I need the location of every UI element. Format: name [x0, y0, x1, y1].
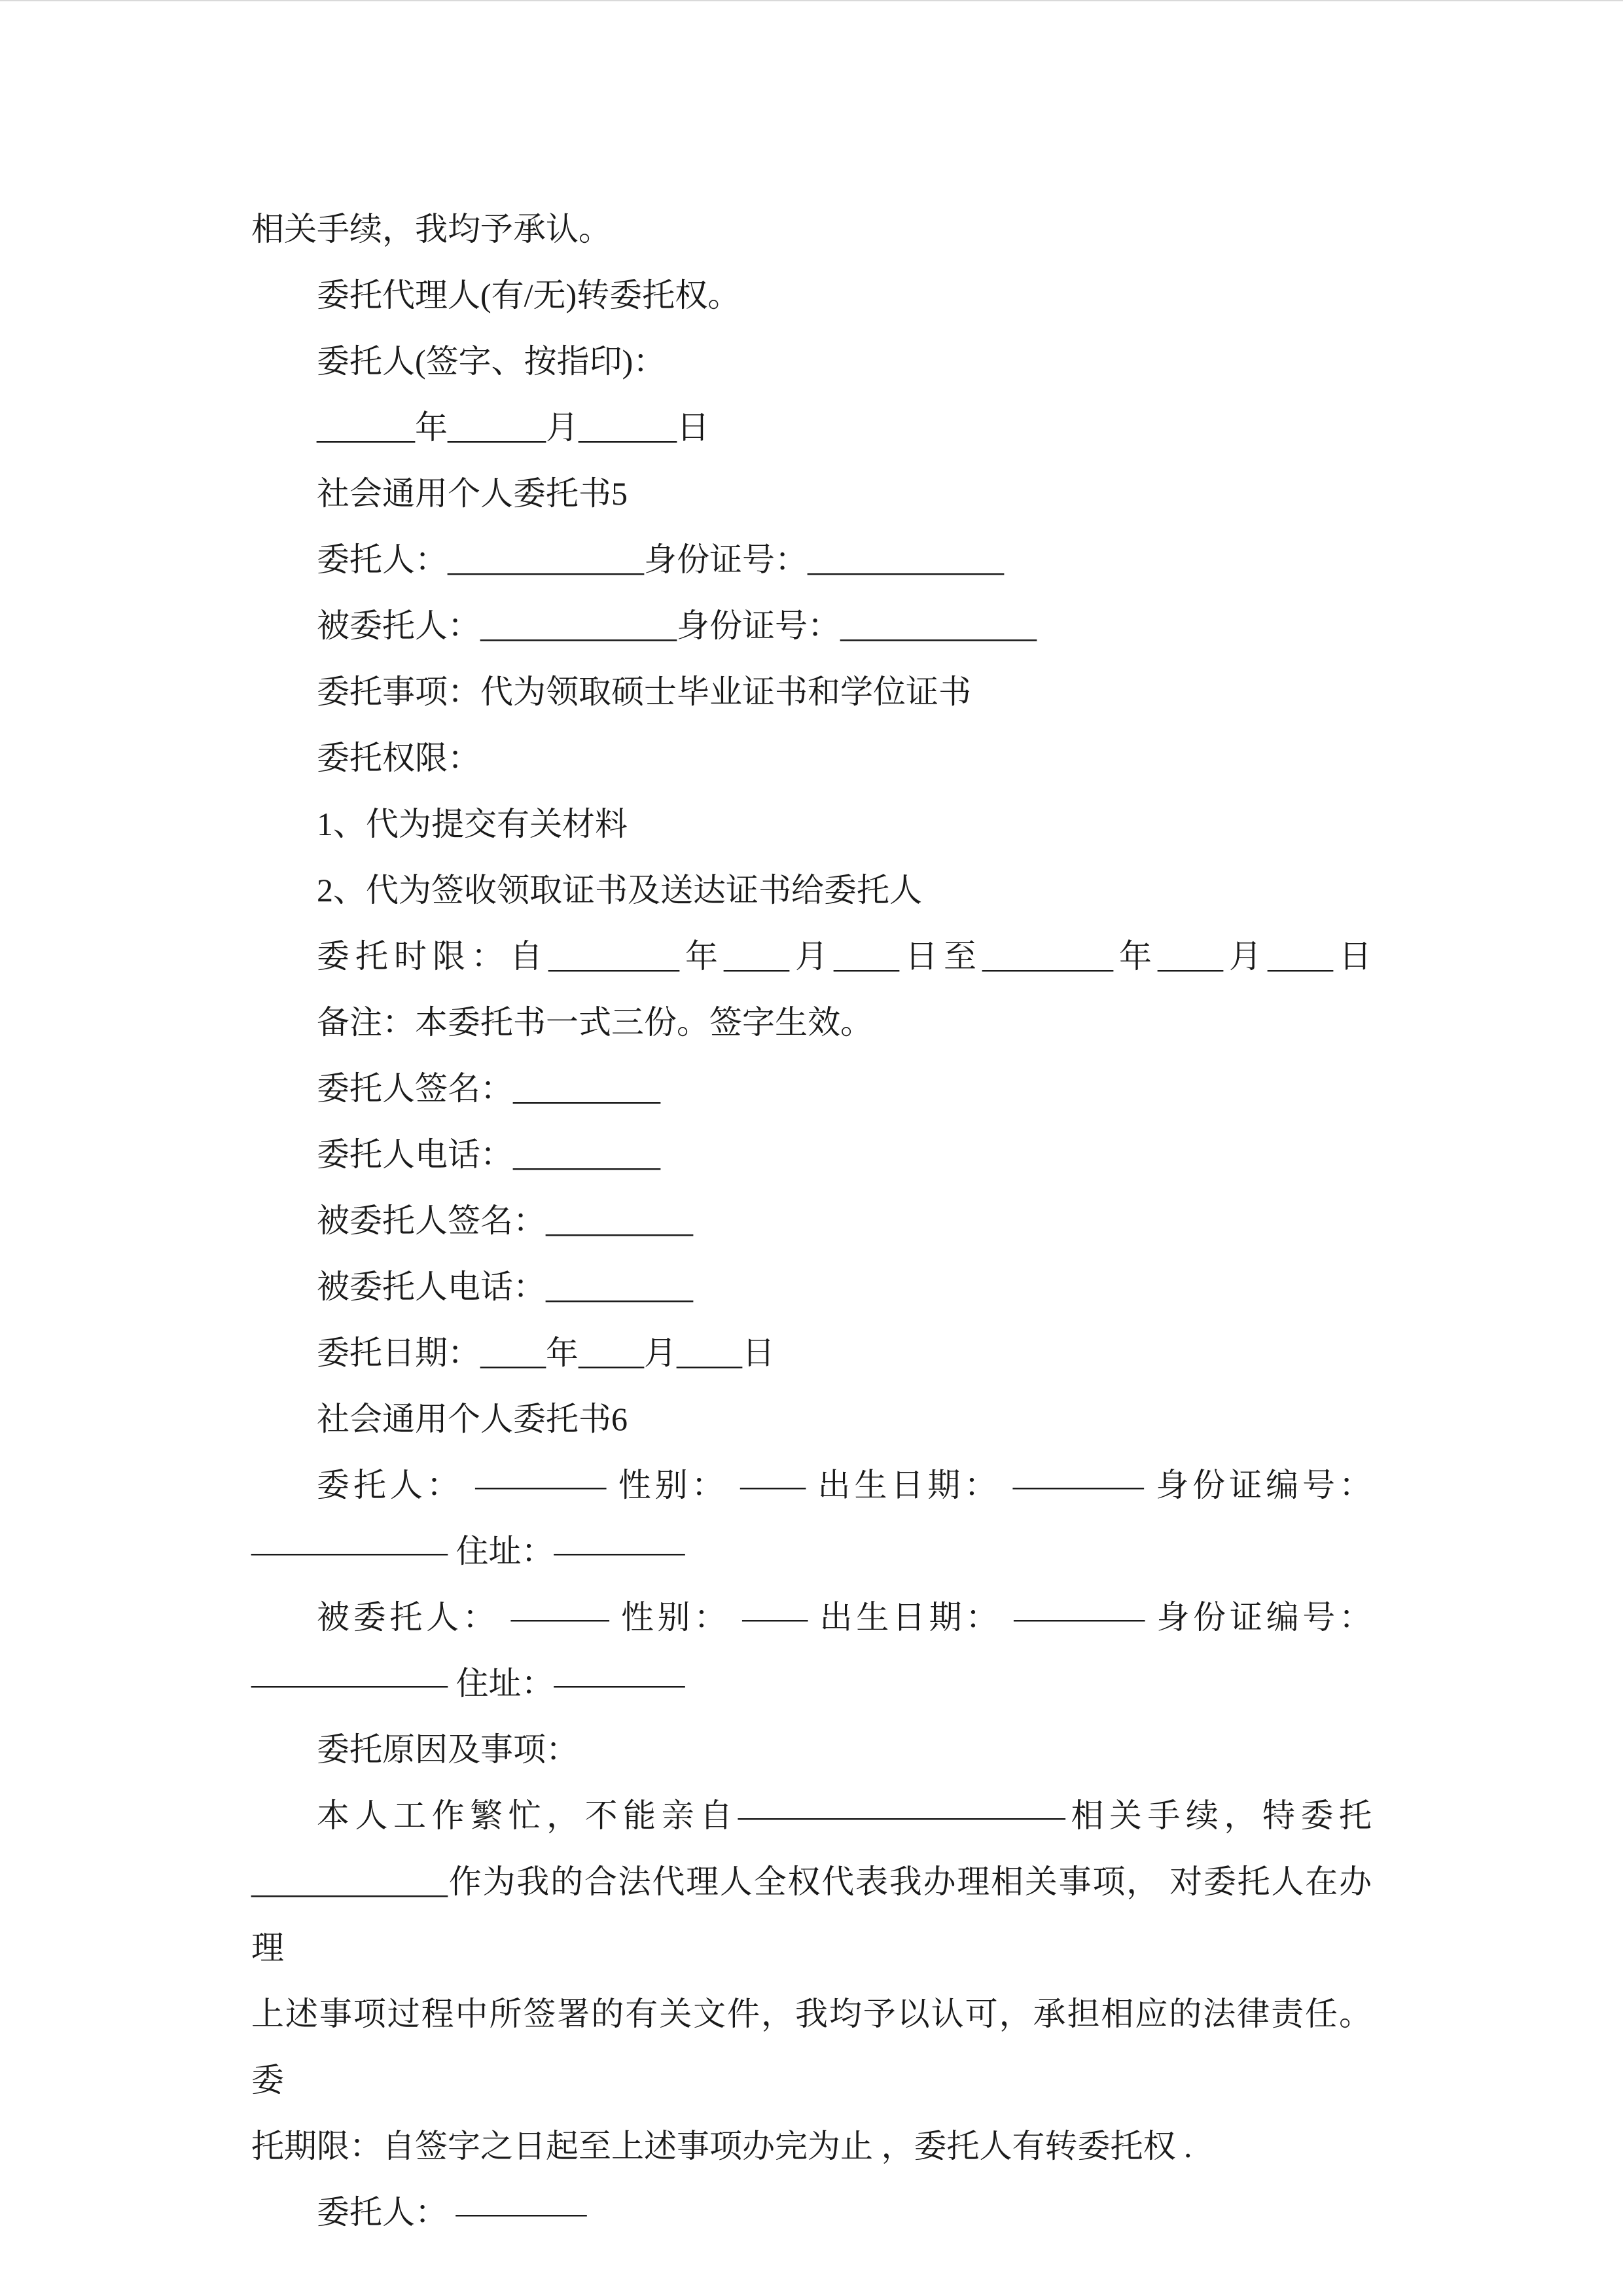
principal-phone-line: 委托人电话：_________ [317, 1136, 660, 1173]
text-line: 委托代理人(有/无)转委托权。 [317, 277, 741, 314]
entrust-authority-line: 委托权限： [317, 740, 480, 776]
text-line: 相关手续，我均予承认。 [251, 211, 611, 247]
entrust-date-line: 委托日期：____年____月____日 [317, 1335, 775, 1371]
paragraph-line: ____________作为我的合法代理人全权代表我办理相关事项， 对委托人在办理 [251, 1863, 1372, 1966]
remark-line: 备注：本委托书一式三份。签字生效。 [317, 1004, 873, 1041]
principal-signature-line: 委托人签名：_________ [317, 1070, 660, 1107]
text-line: 委托人(签字、按指印)： [317, 343, 666, 380]
agent-id-line: 被委托人：____________身份证号：____________ [317, 607, 1037, 644]
section-title-5: 社会通用个人委托书5 [317, 475, 628, 512]
entrust-period-line: 委托时限：自________年____月____日至________年____月____日 [317, 938, 1372, 975]
agent-signature-line: 被委托人签名：_________ [317, 1202, 693, 1239]
principal-info-line: 委托人： ———— 性别： —— 出生日期： ———— 身份证编号： [317, 1467, 1372, 1503]
entrust-matter-line: 委托事项：代为领取硕士毕业证书和学位证书 [317, 673, 971, 710]
list-item-1: 1、代为提交有关材料 [317, 806, 628, 842]
principal-id-line: 委托人：____________身份证号：____________ [317, 541, 1004, 578]
principal-sign-off-line: 委托人： ———— [317, 2194, 587, 2231]
date-blank-line: ______年______月______日 [317, 409, 709, 446]
paragraph-line: 托期限：自签字之日起至上述事项办完为止 ，委托人有转委托权 . [251, 2128, 1192, 2164]
paragraph-line: 上述事项过程中所签署的有关文件，我均予以认可，承担相应的法律责任。 委 [251, 1996, 1380, 2098]
agent-address-line: —————— 住址：———— [251, 1665, 685, 1702]
agent-info-line: 被委托人： ——— 性别： —— 出生日期： ———— 身份证编号： [317, 1599, 1372, 1636]
section-title-6: 社会通用个人委托书6 [317, 1401, 628, 1437]
list-item-2: 2、代为签收领取证书及送达证书给委托人 [317, 872, 922, 908]
paragraph-line: 本人工作繁忙，不能亲自——————————相关手续，特委托 [317, 1797, 1372, 1834]
agent-phone-line: 被委托人电话：_________ [317, 1268, 693, 1305]
principal-address-line: —————— 住址：———— [251, 1533, 685, 1570]
reason-heading-line: 委托原因及事项： [317, 1731, 579, 1768]
